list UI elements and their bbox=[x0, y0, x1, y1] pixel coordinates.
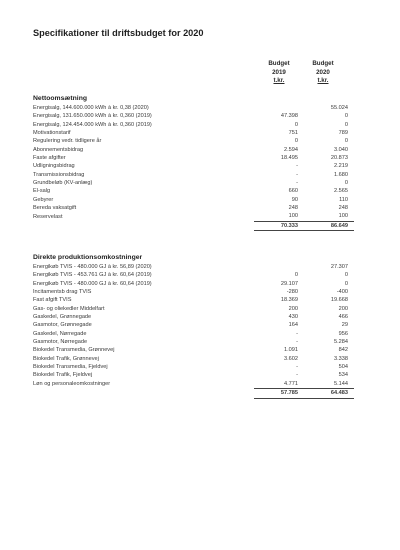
row-label: Fast afgift TVIS bbox=[33, 297, 72, 304]
value-2019: -280 bbox=[286, 289, 298, 296]
table-row bbox=[33, 146, 354, 154]
value-2019: - bbox=[296, 330, 298, 337]
row-label: Transmissionsbidrag bbox=[33, 171, 85, 178]
table-row bbox=[33, 187, 354, 195]
row-label: Udligningsbidrag bbox=[33, 163, 75, 170]
value-2019: 164 bbox=[288, 322, 298, 329]
value-2019: 430 bbox=[288, 314, 298, 321]
row-label: Biokedel Trafik, Grønnevej bbox=[33, 355, 99, 362]
value-2019: - bbox=[296, 372, 298, 379]
value-2020: 2.565 bbox=[334, 188, 348, 195]
value-2019: 248 bbox=[288, 205, 298, 212]
value-2020: 100 bbox=[338, 213, 348, 220]
column-header-label: Budget bbox=[312, 60, 334, 67]
table-row bbox=[33, 355, 354, 363]
table-row bbox=[33, 330, 354, 338]
table-row bbox=[33, 346, 354, 354]
value-2019: 90 bbox=[291, 196, 298, 203]
value-2019 bbox=[254, 104, 304, 112]
value-2020: 0 bbox=[344, 180, 348, 187]
row-label: Abonnementsbidrag bbox=[33, 146, 84, 153]
value-2020: 956 bbox=[338, 330, 348, 337]
table-row bbox=[33, 104, 354, 112]
value-2020: 1.680 bbox=[334, 171, 348, 178]
table-row bbox=[33, 162, 354, 170]
section-title: Direkte produktionsomkostninger bbox=[33, 254, 143, 261]
table-row bbox=[33, 296, 354, 304]
value-2019: 2.594 bbox=[284, 146, 298, 153]
table-row bbox=[33, 121, 354, 129]
value-2020: 0 bbox=[344, 138, 348, 145]
value-2019: - bbox=[296, 163, 298, 170]
table-row bbox=[33, 280, 354, 288]
table-row bbox=[33, 212, 354, 221]
value-2019: 4.771 bbox=[284, 380, 298, 387]
table-row bbox=[33, 129, 354, 137]
table-row bbox=[33, 196, 354, 204]
value-2020: 248 bbox=[338, 205, 348, 212]
row-label: Incitamentsb drag TVIS bbox=[33, 289, 92, 296]
row-label: Reservelast bbox=[33, 213, 63, 220]
table-row bbox=[33, 263, 354, 271]
value-2020: 0 bbox=[344, 113, 348, 120]
value-2020: 29 bbox=[341, 322, 348, 329]
total-label-blank bbox=[33, 389, 254, 398]
row-label: Biokedel Trafik, Fjeldvej bbox=[33, 372, 93, 379]
row-label: Gas- og oliekedler Middelfart bbox=[33, 305, 105, 312]
total-row bbox=[33, 389, 354, 398]
value-2020: 110 bbox=[339, 196, 348, 203]
value-2019: - bbox=[296, 171, 298, 178]
value-2020: 466 bbox=[338, 314, 348, 321]
value-2020: 5.144 bbox=[334, 380, 348, 387]
table-row bbox=[33, 313, 354, 321]
table-row bbox=[33, 179, 354, 187]
table-row bbox=[33, 271, 354, 279]
value-2020: 534 bbox=[338, 372, 348, 379]
table-row bbox=[33, 288, 354, 296]
row-label: Energisalg, 124.454.000 kWh à kr. 0,360 (2019) bbox=[33, 121, 152, 128]
table-row bbox=[33, 338, 354, 346]
row-label: Gaskedel, Nørregade bbox=[33, 330, 87, 337]
value-2019: 3.602 bbox=[284, 355, 298, 362]
value-2019: - bbox=[296, 180, 298, 187]
section-title: Nettoomsætning bbox=[33, 95, 87, 102]
value-2019: 18.369 bbox=[280, 297, 298, 304]
value-2019: 18.495 bbox=[280, 155, 298, 162]
row-label: Energikøb TVIS - 480.000 GJ à kr. 60,64 (2019) bbox=[33, 280, 152, 287]
total-2019: 70.333 bbox=[254, 221, 304, 230]
row-label: Grundbeløb (KV-anlæg) bbox=[33, 180, 93, 187]
value-2020: 200 bbox=[338, 305, 348, 312]
total-2020: 86.649 bbox=[304, 221, 354, 230]
value-2019: 100 bbox=[288, 213, 298, 220]
value-2020: 0 bbox=[344, 121, 348, 128]
value-2020: 842 bbox=[338, 347, 348, 354]
row-label: Energikøb TVIS - 480.000 GJ à kr. 56,89 (2020) bbox=[33, 264, 152, 270]
value-2019 bbox=[254, 263, 304, 271]
total-2020: 64.483 bbox=[304, 389, 354, 398]
row-label: El-salg bbox=[33, 188, 51, 195]
value-2019: 0 bbox=[294, 272, 298, 279]
row-label: Energisalg, 131.650.000 kWh à kr. 0,360 (2019) bbox=[33, 113, 152, 120]
value-2019: 0 bbox=[294, 138, 298, 145]
row-label: Biokedel Transmedia, Fjeldvej bbox=[33, 364, 108, 371]
table-row bbox=[33, 171, 354, 179]
total-2019: 57.785 bbox=[254, 389, 304, 398]
column-header-unit: t.kr. bbox=[317, 77, 329, 85]
value-2020: 0 bbox=[344, 280, 348, 287]
row-label: Løn og personaleomkostninger bbox=[33, 381, 111, 388]
document-title: Specifikationer til driftsbudget for 2020 bbox=[33, 28, 204, 38]
section-table bbox=[33, 104, 354, 231]
value-2019: 29.107 bbox=[280, 280, 298, 287]
section-table bbox=[33, 263, 354, 399]
row-label: Gaskedel, Grønnegade bbox=[33, 314, 92, 321]
column-header-label: Budget bbox=[268, 60, 290, 67]
total-row bbox=[33, 221, 354, 230]
value-2020: 20.873 bbox=[330, 155, 348, 162]
value-2019: - bbox=[296, 339, 298, 346]
row-label: Gasmotor, Grønnegade bbox=[33, 322, 92, 329]
value-2019: 660 bbox=[288, 188, 298, 195]
row-label: Energikøb TVIS - 453.761 GJ à kr. 60,64 (2019) bbox=[33, 272, 152, 279]
value-2020: 3.040 bbox=[334, 146, 348, 153]
value-2019: 200 bbox=[288, 305, 298, 312]
value-2020: 5.284 bbox=[334, 339, 348, 346]
column-header-2019 bbox=[254, 60, 304, 86]
row-label: Gasmotor, Nørregade bbox=[33, 339, 88, 346]
value-2020: 19.668 bbox=[330, 297, 348, 304]
value-2020: 504 bbox=[338, 364, 348, 371]
row-label: Faste afgifter bbox=[33, 155, 66, 162]
value-2019: - bbox=[296, 364, 298, 371]
table-row bbox=[33, 204, 354, 212]
column-header-unit: t.kr. bbox=[273, 77, 285, 85]
row-label: Regulering vedr. tidligere år bbox=[33, 138, 102, 145]
row-label: Bereda vaksatgift bbox=[33, 205, 77, 212]
table-row bbox=[33, 154, 354, 162]
table-row bbox=[33, 137, 354, 145]
table-row bbox=[33, 371, 354, 379]
value-2020: 2.219 bbox=[334, 163, 348, 170]
row-label: Motivationstarif bbox=[33, 130, 71, 137]
value-2019: 751 bbox=[288, 130, 298, 137]
row-label: Gebyrer bbox=[33, 196, 54, 203]
total-label-blank bbox=[33, 221, 254, 230]
value-2019: 0 bbox=[294, 121, 298, 128]
table-row bbox=[33, 112, 354, 120]
table-row bbox=[33, 380, 354, 389]
column-header-year: 2020 bbox=[316, 68, 330, 76]
value-2020: 3.338 bbox=[334, 355, 348, 362]
value-2020: 27.307 bbox=[330, 264, 348, 270]
row-label: Biokedel Transmedia, Grønnevej bbox=[33, 347, 115, 354]
column-header-year: 2019 bbox=[272, 68, 286, 76]
value-2020: -400 bbox=[336, 289, 348, 296]
column-header-2020 bbox=[298, 60, 348, 86]
table-row bbox=[33, 363, 354, 371]
value-2019: 1.091 bbox=[284, 347, 298, 354]
table-row bbox=[33, 321, 354, 329]
row-label: Energisalg, 144.600.000 kWh à kr. 0,38 (2020) bbox=[33, 105, 149, 111]
value-2020: 789 bbox=[338, 130, 348, 137]
table-row bbox=[33, 305, 354, 313]
value-2020: 55.024 bbox=[330, 105, 348, 111]
value-2019: 47.398 bbox=[280, 113, 298, 120]
value-2020: 0 bbox=[344, 272, 348, 279]
